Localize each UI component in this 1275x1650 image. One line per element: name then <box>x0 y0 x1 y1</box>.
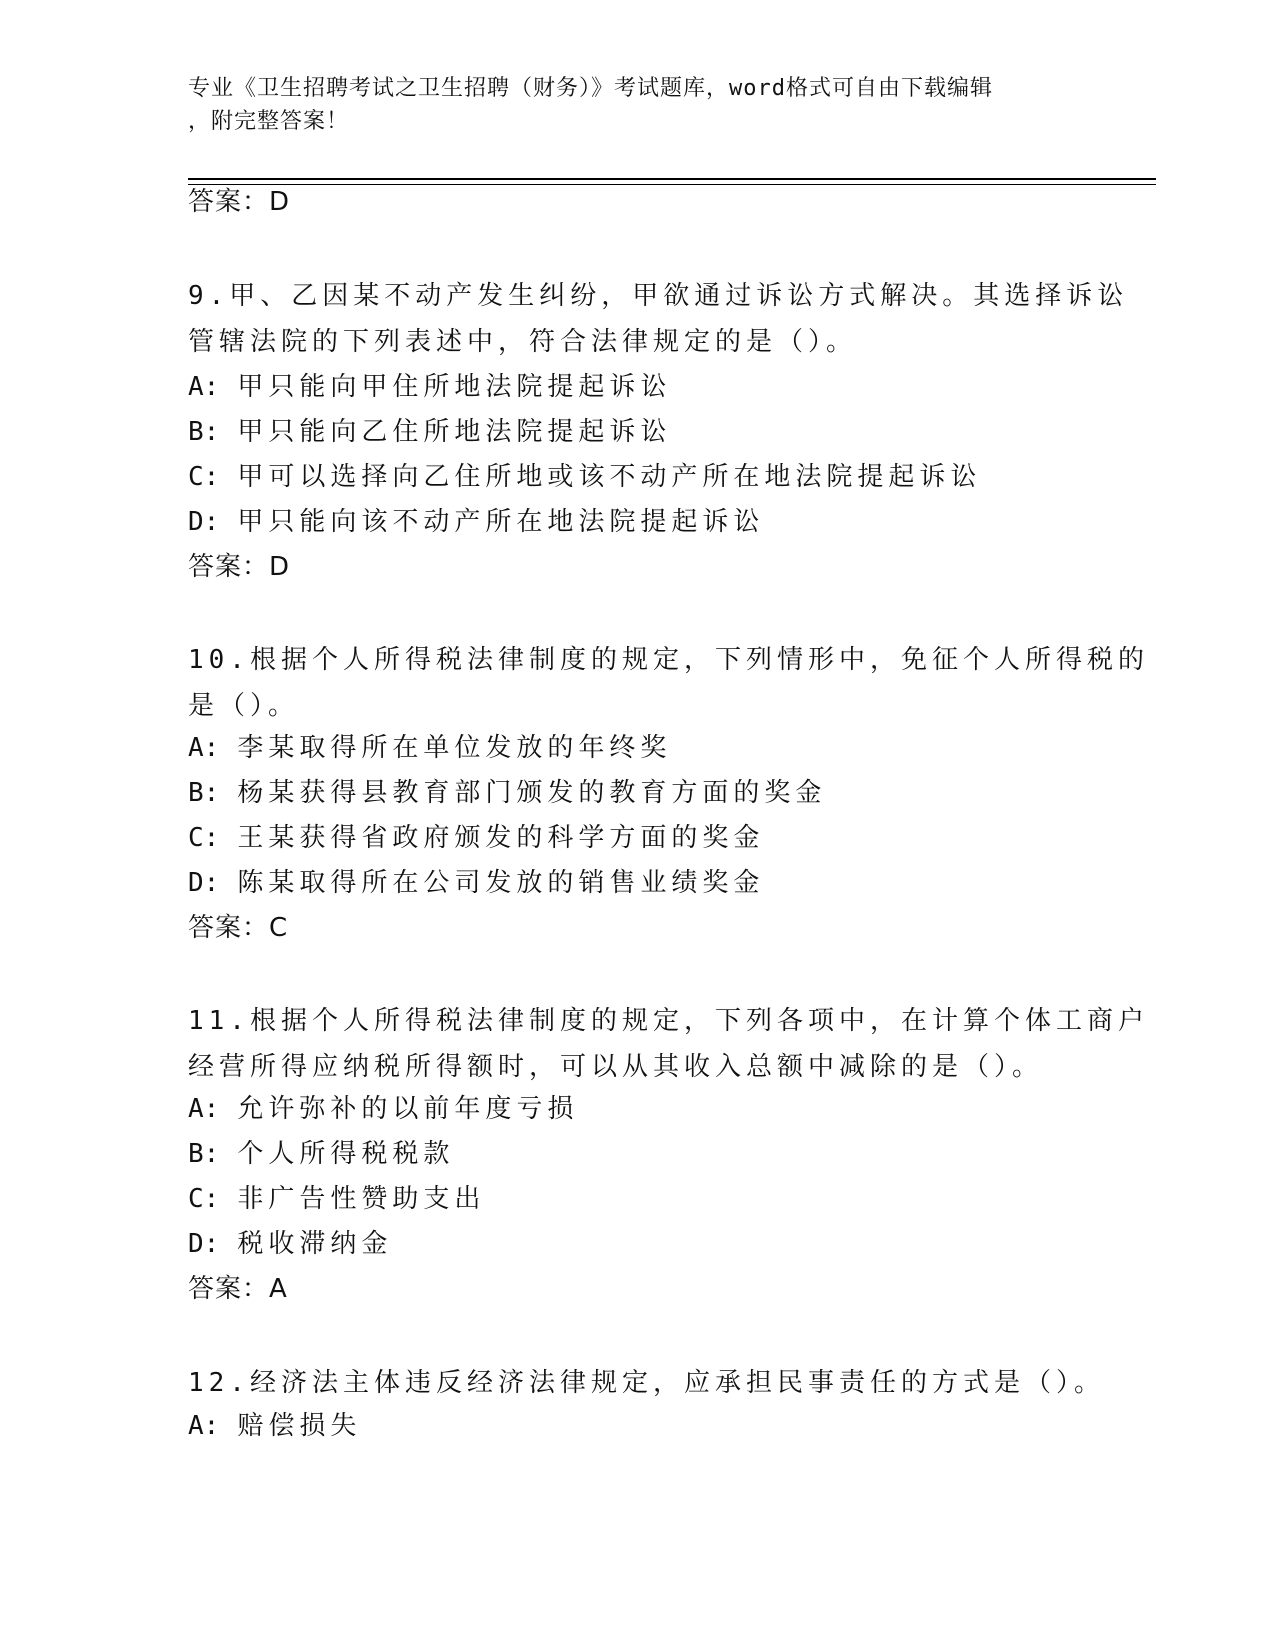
answer-line <box>188 912 288 944</box>
option-b <box>188 416 671 448</box>
option-key: A: <box>188 733 220 763</box>
option-key: A: <box>188 1411 220 1441</box>
option-a <box>188 1410 361 1442</box>
answer-line <box>188 551 290 583</box>
option-text: 杨某获得县教育部门颁发的教育方面的奖金 <box>237 778 827 808</box>
option-key: A: <box>188 1094 220 1124</box>
option-text: 个人所得税税款 <box>237 1139 455 1169</box>
answer-label: 答案： <box>188 552 270 582</box>
option-key: D: <box>188 507 220 537</box>
question-stem <box>188 1360 1105 1406</box>
header-line-1: 专业《卫生招聘考试之卫生招聘（财务）》考试题库，word格式可自由下载编辑 <box>188 76 993 101</box>
answer-value: C <box>269 913 289 943</box>
header-line-2: ，附完整答案！ <box>188 109 350 134</box>
option-text: 非广告性赞助支出 <box>237 1184 486 1214</box>
option-key: A: <box>188 372 220 402</box>
option-key: D: <box>188 1229 220 1259</box>
option-d <box>188 867 764 899</box>
question-stem <box>188 273 1128 365</box>
option-b <box>188 1138 454 1170</box>
question-stem-line: 经营所得应纳税所得额时，可以从其收入总额中减除的是（）。 <box>188 1052 1044 1082</box>
answer-value: D <box>269 187 291 217</box>
answer-label: 答案： <box>188 1274 270 1304</box>
question-stem-line: 是（）。 <box>188 691 300 721</box>
option-text: 赔偿损失 <box>237 1411 362 1441</box>
option-a <box>188 1093 578 1125</box>
header-divider-thin <box>188 184 1156 185</box>
document-header <box>188 72 1088 138</box>
option-c <box>188 1183 485 1215</box>
option-key: B: <box>188 417 220 447</box>
option-key: B: <box>188 778 220 808</box>
header-divider <box>188 178 1156 180</box>
option-text: 陈某取得所在公司发放的销售业绩奖金 <box>237 868 765 898</box>
option-d <box>188 506 764 538</box>
answer-label: 答案： <box>188 913 270 943</box>
option-text: 王某获得省政府颁发的科学方面的奖金 <box>237 823 765 853</box>
question-stem <box>188 998 1149 1090</box>
option-text: 甲只能向甲住所地法院提起诉讼 <box>237 372 672 402</box>
option-text: 允许弥补的以前年度亏损 <box>237 1094 579 1124</box>
option-text: 甲只能向乙住所地法院提起诉讼 <box>237 417 672 447</box>
option-text: 税收滞纳金 <box>237 1229 393 1259</box>
option-c <box>188 461 981 493</box>
option-d <box>188 1228 392 1260</box>
option-key: C: <box>188 1184 220 1214</box>
answer-line <box>188 186 290 218</box>
answer-line <box>188 1273 288 1305</box>
question-stem-line: 11.根据个人所得税法律制度的规定，下列各项中，在计算个体工商户 <box>188 1006 1149 1036</box>
answer-label: 答案： <box>188 187 270 217</box>
option-b <box>188 777 826 809</box>
option-a <box>188 371 671 403</box>
question-stem-line: 管辖法院的下列表述中，符合法律规定的是（）。 <box>188 327 858 357</box>
option-c <box>188 822 764 854</box>
option-a <box>188 732 671 764</box>
option-key: B: <box>188 1139 220 1169</box>
option-key: C: <box>188 462 220 492</box>
option-key: C: <box>188 823 220 853</box>
option-text: 甲可以选择向乙住所地或该不动产所在地法院提起诉讼 <box>237 462 982 492</box>
question-stem <box>188 637 1149 729</box>
answer-value: A <box>269 1274 288 1304</box>
answer-value: D <box>269 552 291 582</box>
question-stem-line: 9.甲、乙因某不动产发生纠纷，甲欲通过诉讼方式解决。其选择诉讼 <box>188 281 1129 311</box>
option-key: D: <box>188 868 220 898</box>
option-text: 甲只能向该不动产所在地法院提起诉讼 <box>237 507 765 537</box>
question-stem-line: 12.经济法主体违反经济法律规定，应承担民事责任的方式是（）。 <box>188 1368 1105 1398</box>
option-text: 李某取得所在单位发放的年终奖 <box>237 733 672 763</box>
question-stem-line: 10.根据个人所得税法律制度的规定，下列情形中，免征个人所得税的 <box>188 645 1149 675</box>
